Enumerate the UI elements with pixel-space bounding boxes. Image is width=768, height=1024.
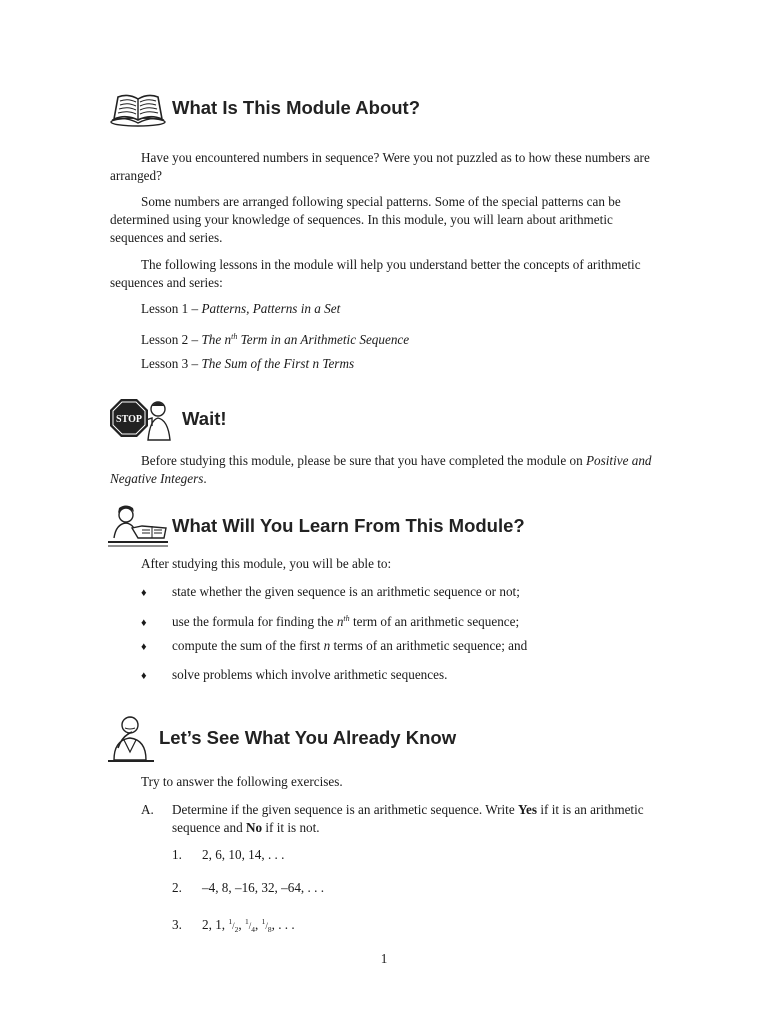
part-a-instruction: Determine if the given sequence is an arithmetic sequence. Write Yes if it is an arithmetic sequence and No if it is not. [172, 802, 644, 835]
exercise-item-1: 1. 2, 6, 10, 14, . . . [172, 847, 285, 862]
list-item: ♦ compute the sum of the first n terms of an arithmetic sequence; and [141, 637, 527, 656]
diamond-bullet-icon: ♦ [141, 670, 147, 682]
section-heading-learn [108, 504, 525, 548]
lesson-2: Lesson 2 – The $n^{th}$ Term in an Arithmetic Sequence [141, 332, 410, 347]
page-number: 1 [380, 951, 388, 966]
section-heading-wait [108, 396, 227, 442]
diamond-bullet-icon: ♦ [141, 617, 147, 629]
diamond-bullet-icon: ♦ [141, 641, 147, 653]
part-a-label: A. [141, 802, 154, 817]
open-book-icon [108, 89, 168, 127]
lesson-3: Lesson 3 – The Sum of the First n Terms [141, 356, 355, 371]
know-intro: Try to answer the following exercises. [141, 774, 343, 789]
reading-person-icon [108, 504, 168, 548]
about-paragraph-1: Have you encountered numbers in sequence? Were you not puzzled as to how these numbers are arranged? [110, 150, 650, 183]
thinking-person-icon [108, 712, 156, 764]
list-item: ♦ use the formula for finding the $n^{th}$ term of an arithmetic sequence; [141, 610, 519, 632]
lesson-1: Lesson 1 – Patterns, Patterns in a Set [141, 301, 341, 316]
about-paragraph-2: Some numbers are arranged following special patterns. Some of the special patterns can be determined using your knowledge of sequences. In this module, you will learn about arithmetic sequences and series. [110, 194, 621, 245]
stop-sign-person-icon [108, 396, 174, 442]
exercise-item-2: 2. –4, 8, –16, 32, –64, . . . [172, 880, 324, 895]
wait-paragraph: Before studying this module, please be sure that you have completed the module on Positive and Negative Integers. [110, 453, 652, 486]
stop-sign-text: STOP [116, 414, 142, 425]
about-paragraph-3: The following lessons in the module will help you understand better the concepts of arithmetic sequences and series: [110, 257, 641, 290]
section-heading-know [108, 712, 456, 764]
section-title: Wait! [182, 408, 227, 429]
learn-intro: After studying this module, you will be able to: [141, 556, 392, 571]
exercise-item-3: 3. 2, 1, $^1/_2$, $^1/_4$, $^1/_8$, . . . [172, 917, 295, 934]
section-title: What Will You Learn From This Module? [172, 515, 525, 536]
section-title: What Is This Module About? [172, 97, 421, 118]
list-item: ♦ state whether the given sequence is an arithmetic sequence or not; [141, 583, 520, 602]
diamond-bullet-icon: ♦ [141, 587, 147, 599]
section-heading-about [108, 89, 420, 127]
list-item: ♦ solve problems which involve arithmetic sequences. [141, 666, 447, 685]
section-title: Let’s See What You Already Know [159, 727, 457, 748]
